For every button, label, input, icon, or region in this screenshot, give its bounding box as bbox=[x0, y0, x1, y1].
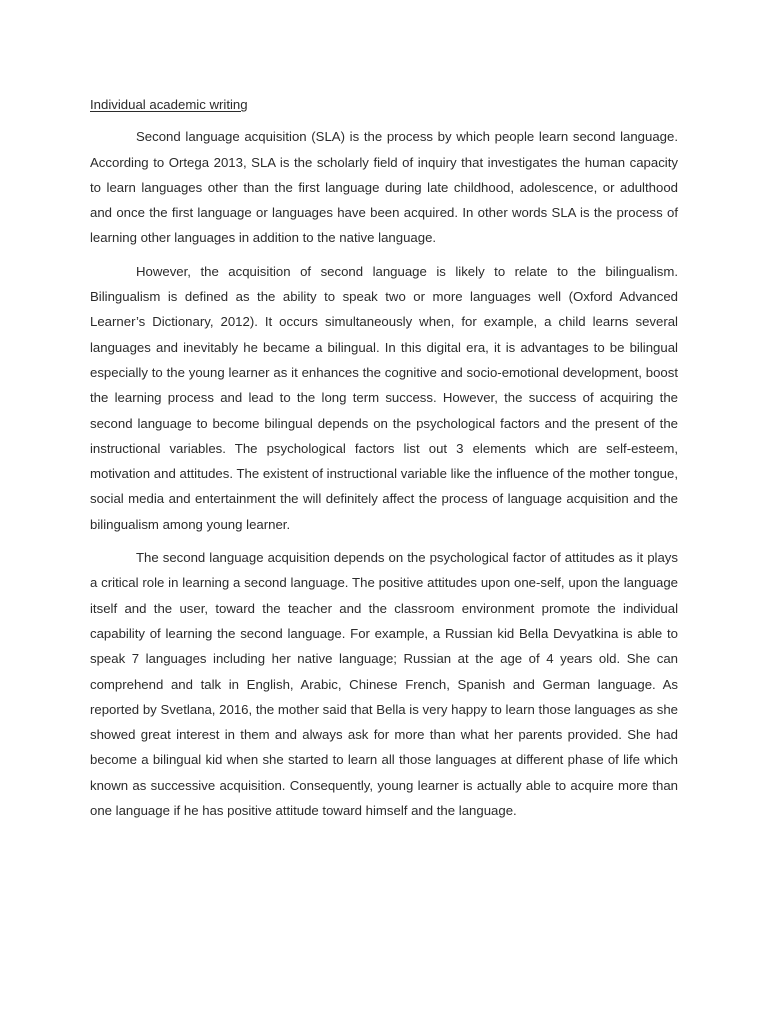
document-body bbox=[90, 92, 678, 831]
document-title: Individual academic writing bbox=[90, 97, 248, 112]
paragraph-bilingualism: However, the acquisition of second language is likely to relate to the bilingualism. Bilingualism is defined as the ability to speak two or more languages well (Oxford Advanced Learner’s Dictionary, 2012). It occurs simultaneously when, for example, a child learns several languages and inevitably he became a bilingual. In this digital era, it is advantages to be bilingual especially to the young learner as it enhances the cognitive and socio-emotional development, boost the learning process and lead to the long term success. However, the success of acquiring the second language to become bilingual depends on the psychological factors and the present of the instructional variables. The psychological factors list out 3 elements which are self-esteem, motivation and attitudes. The existent of instructional variable like the influence of the mother tongue, social media and entertainment the will definitely affect the process of language acquisition and the bilingualism among young learner. bbox=[90, 263, 678, 532]
paragraph-attitudes: The second language acquisition depends on the psychological factor of attitudes as it plays a critical role in learning a second language. The positive attitudes upon one-self, upon the language itself and the user, toward the teacher and the classroom environment promote the individual capability of learning the second language. For example, a Russian kid Bella Devyatkina is able to speak 7 languages including her native language; Russian at the age of 4 years old. She can comprehend and talk in English, Arabic, Chinese French, Spanish and German language. As reported by Svetlana, 2016, the mother said that Bella is very happy to learn those languages as she showed great interest in them and always ask for more than what her parents provided. She had become a bilingual kid when she started to learn all those languages at different phase of life which known as successive acquisition. Consequently, young learner is actually able to acquire more than one language if he has positive attitude toward himself and the language. bbox=[90, 550, 678, 819]
paragraph-sla-definition: Second language acquisition (SLA) is the process by which people learn second language. According to Ortega 2013, SLA is the scholarly field of inquiry that investigates the human capacity to learn languages other than the first language during late childhood, adolescence, or adulthood and once the first language or languages have been acquired. In other words SLA is the process of learning other languages in addition to the native language. bbox=[90, 129, 678, 246]
